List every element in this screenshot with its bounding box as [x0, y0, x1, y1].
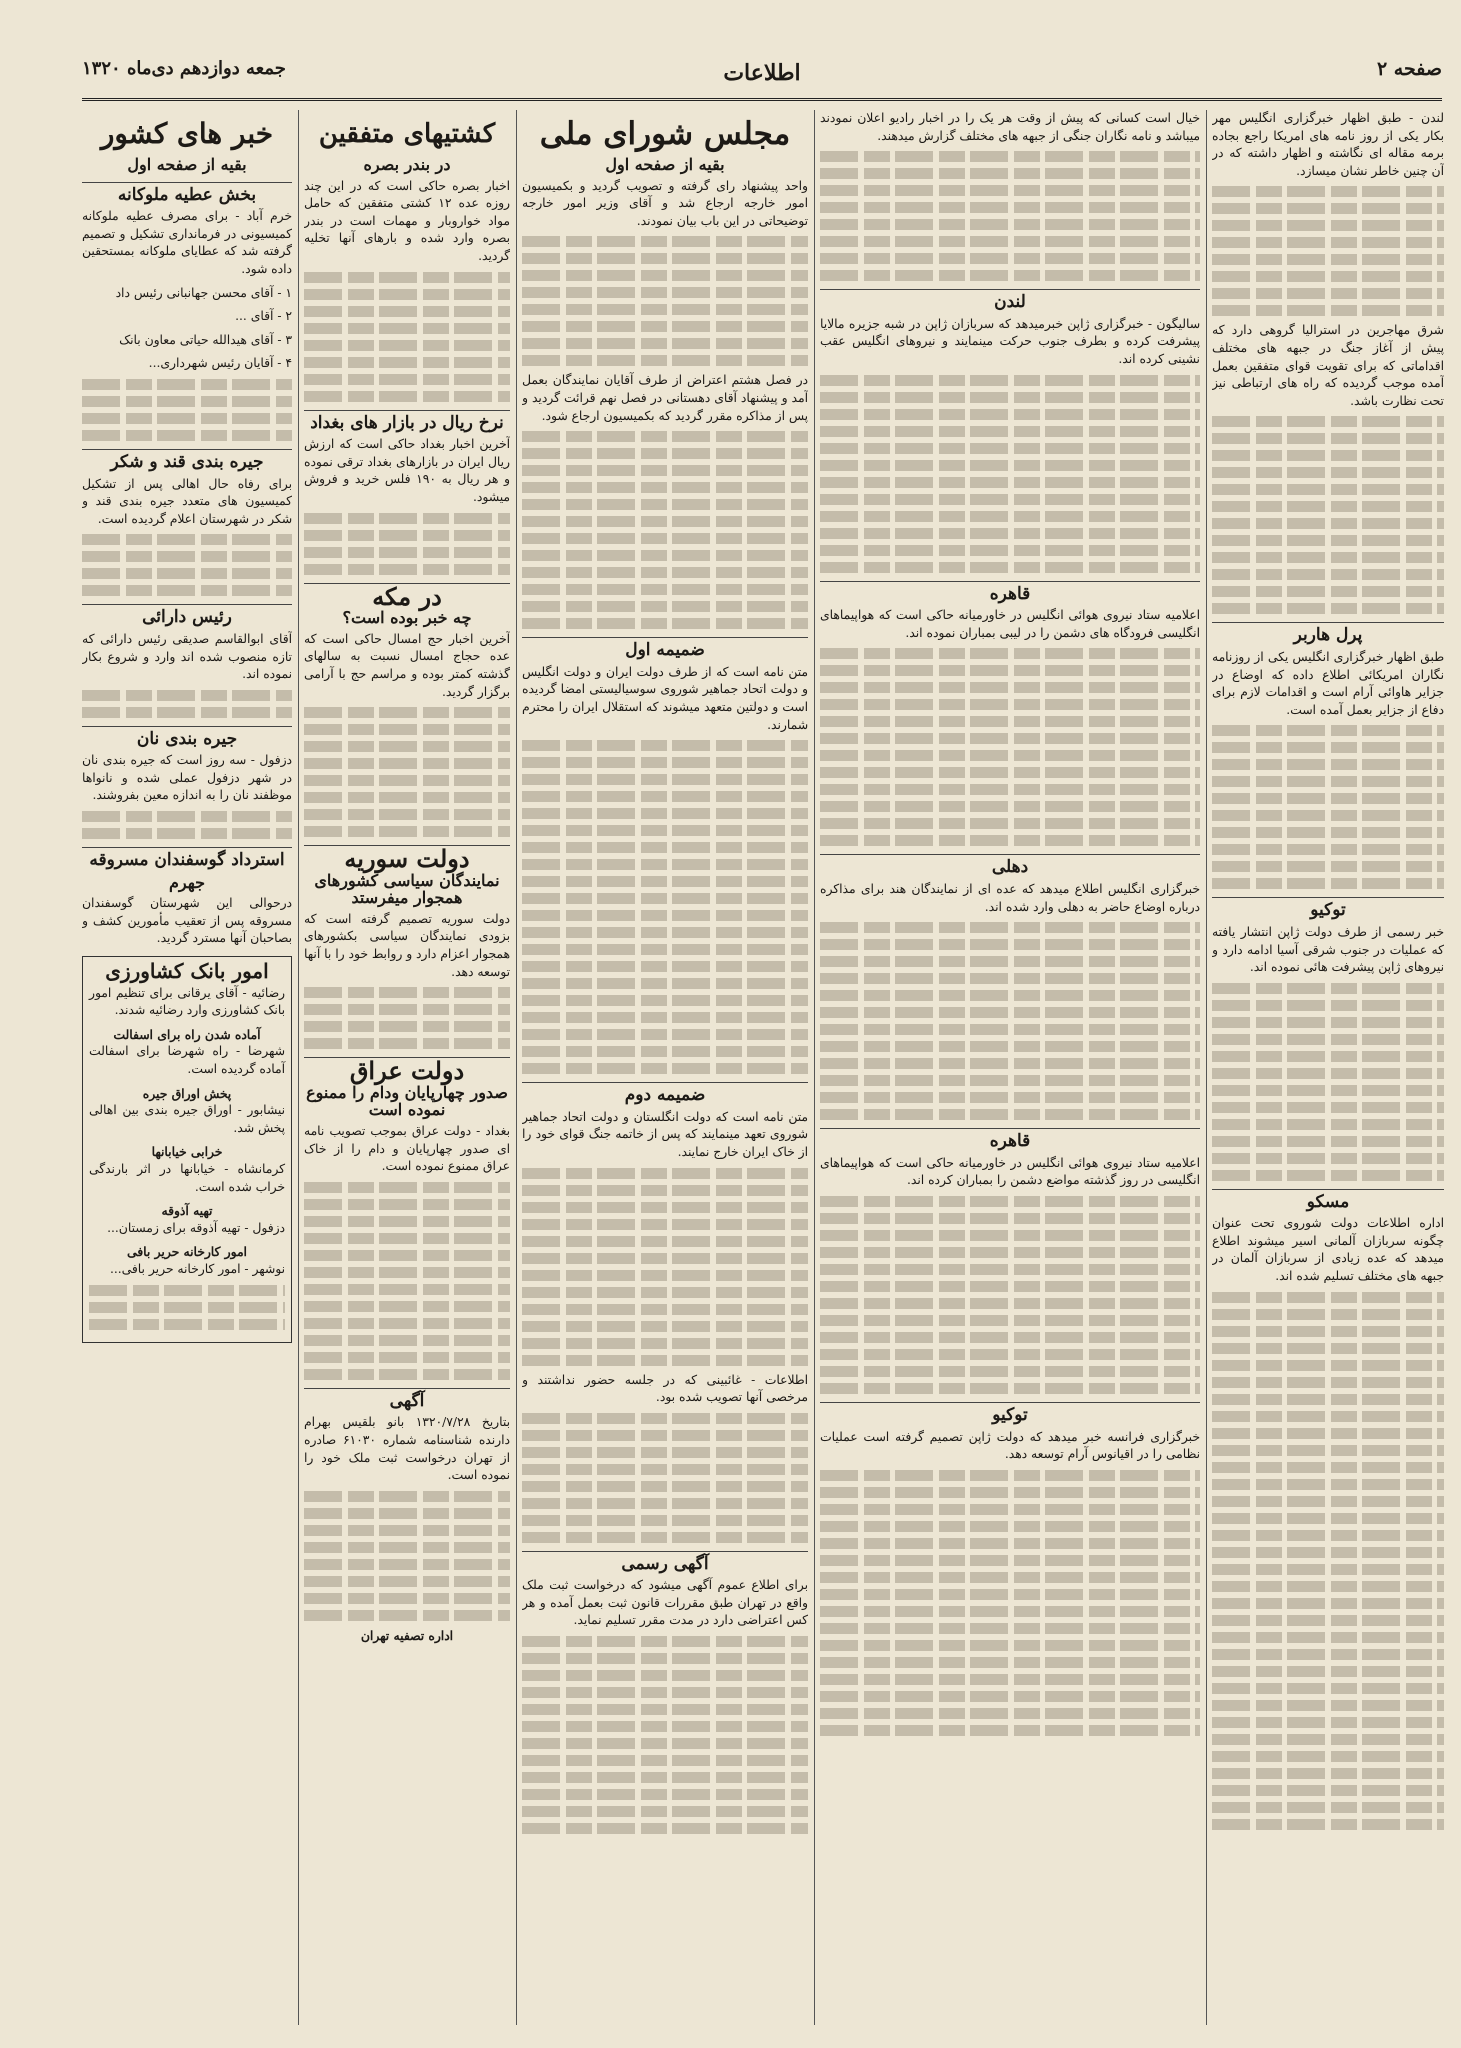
subheading-syria: دولت سوریه: [304, 845, 510, 868]
column-divider: [1206, 110, 1207, 2025]
box-subheading: پخش اوراق جیره: [142, 1085, 232, 1101]
column-divider: [814, 110, 815, 2025]
box-paragraph: نوشهر - امور کارخانه حریر بافی...: [109, 1261, 285, 1276]
article-paragraph: خرم آباد - برای مصرف عطیه ملوکانه کمیسیونی در فرمانداری تشکیل و تصمیم گرفته شد که عطایای ملوکانه بمستحقین داده شود.: [82, 209, 292, 276]
subheading-rial-rate: نرخ ریال در بازار های بغداد: [304, 410, 510, 433]
article-paragraph: آخرین اخبار بغداد حاکی است که ارزش ریال ایران در بازارهای بغداد ترقی نموده و هر ریال به ۱۹۰ فلس خرید و فروش میشود.: [304, 437, 510, 504]
article-paragraph: خبرگزاری فرانسه خبر میدهد که دولت ژاپن تصمیم گرفته است عملیات نظامی را در اقیانوس آرام توسعه دهد.: [820, 1429, 1200, 1462]
box-paragraph: شهرضا - راه شهرضا برای اسفالت آماده گردیده است.: [89, 1044, 285, 1076]
ad-title: آگهی: [304, 1388, 510, 1411]
subheading-syria-envoys: نمایندگان سیاسی کشورهای همجوار میفرستد: [314, 870, 500, 908]
subheading-official-notice: آگهی رسمی: [522, 1551, 808, 1574]
subheading-annex-1: ضمیمه اول: [522, 637, 808, 660]
column-parliament: [522, 110, 808, 2025]
dateline-cairo-2: قاهره: [820, 1128, 1200, 1151]
column-divider: [516, 110, 517, 2025]
subheading-finance-head: رئیس دارائی: [82, 604, 292, 627]
article-paragraph: لندن - طبق اظهار خبرگزاری انگلیس مهر بکار یکی از روز نامه های امریکا راجع بجاده برمه مقاله ای نگاشته و اظهار داشته که در آن چنین خاطر نشان میسازد.: [1212, 111, 1444, 178]
article-paragraph: برای رفاه حال اهالی پس از تشکیل کمیسیون های متعدد جیره بندی قند و شکر در شهرستان اعلام گردیده است.: [82, 476, 292, 526]
dateline-moscow: مسکو: [1212, 1189, 1444, 1212]
box-subheading: تهیه آذوقه: [161, 1203, 213, 1219]
article-paragraph: خبرگزاری انگلیس اطلاع میدهد که عده ای از نمایندگان هند برای مذاکره درباره اوضاع حاضر به دهلی وارد شده اند.: [820, 881, 1200, 914]
dateline-jahrom: جهرم: [169, 872, 205, 892]
article-paragraph: متن نامه است که از طرف دولت ایران و دولت انگلیس و دولت اتحاد جماهیر شوروی سوسیالیستی امضا گردیده است و دولتین متعهد میشوند که استقلال ایران را محترم شمارند.: [522, 664, 808, 732]
article-paragraph: سالیگون - خبرگزاری ژاپن خبرمیدهد که سربازان ژاپن در شبه جزیره مالایا پیشرفت کرده و بطرف جنوب حرکت مینمایند و نیروهای انگلیس عقب نشینی کرده اند.: [820, 316, 1200, 366]
dateline-pearl-harbor: پرل هاربر: [1212, 622, 1444, 645]
article-paragraph: آقای ابوالقاسم صدیقی رئیس دارائی که تازه منصوب شده اند وارد و شروع بکار نموده اند.: [82, 631, 292, 682]
article-paragraph: اعلامیه ستاد نیروی هوائی انگلیس در خاورمیانه حاکی است که هواپیماهای انگلیسی در روز گذشته مواضع دشمن را بمباران کرده اند.: [820, 1155, 1200, 1188]
subheading-iraq-livestock: صدور چهارپایان ودام را ممنوع نموده است: [306, 1082, 508, 1120]
column-allied-ships: [304, 110, 510, 2025]
dateline-cairo: قاهره: [820, 581, 1200, 604]
article-paragraph: دزفول - سه روز است که جیره بندی نان در شهر دزفول عملی شده و نانواها موظفند نان را به اندازه معین بفروشند.: [82, 753, 292, 803]
subheading-mecca: در مکه: [304, 583, 510, 606]
article-paragraph: اطلاعات - غائبینی که در جلسه حضور نداشتند و مرخصی آنها تصویب شده بود.: [522, 1372, 808, 1405]
subheading-iraq: دولت عراق: [304, 1057, 510, 1080]
subheading-royal-gift: بخش عطیه ملوکانه: [82, 182, 292, 205]
dateline-tokyo-2: توکیو: [820, 1402, 1200, 1425]
box-subheading: امور کارخانه حریر بافی: [127, 1244, 247, 1260]
subheading-stolen-sheep: استرداد گوسفندان مسروقه: [82, 847, 292, 870]
article-paragraph: شرق مهاجرین در استرالیا گروهی دارد که پیش از آغاز جنگ در جبهه های مختلف اقداماتی که برای تقویت قوای متفقین بعمل آمده موجب گردیده که راه های ارتباطی نیز تحت نظارت باشد.: [1212, 323, 1444, 408]
article-paragraph: درحوالی این شهرستان گوسفندان مسروقه پس از تعقیب مأمورین کشف و بصاحبان آنها مسترد گردید.: [82, 896, 292, 946]
article-paragraph: خیال است کسانی که پیش از وقت هر یک را در اخبار رادیو اعلان نمودند میباشد و نامه نگاران جنگی از جبهه های مختلف گزارش میدهند.: [820, 111, 1200, 143]
page-header: [82, 54, 1442, 104]
article-paragraph: واحد پیشنهاد رای گرفته و تصویب گردید و بکمیسیون امور خارجه ارجاع شد و آقای وزیر امور خارجه توضیحاتی در این باب بیان نمودند.: [522, 178, 808, 228]
ad-text: بتاریخ ۱۳۲۰/۷/۲۸ بانو بلقیس بهرام دارنده شناسنامه شماره ۶۱۰۳۰ صادره از تهران درخواست ثبت ملک خود را نموده است.: [304, 1415, 510, 1483]
column-war-news: [820, 110, 1200, 2025]
column-divider: [298, 110, 299, 2025]
headline-allied-ships: کشتیهای متفقین: [318, 119, 496, 149]
newspaper-title: اطلاعات: [723, 60, 801, 86]
article-paragraph: اعلامیه ستاد نیروی هوائی انگلیس در خاورمیانه حاکی است که هواپیماهای انگلیسی فرودگاه های دشمن را در لیبی بمباران نموده اند.: [820, 608, 1200, 640]
list-item: ۱ - آقای محسن جهانبانی رئیس داد: [115, 285, 292, 300]
column-world-news: [1212, 110, 1444, 2025]
article-paragraph: دولت سوریه تصمیم گرفته است که بزودی نمایندگان سیاسی بکشورهای همجوار اعزام دارد و روابط خود را با آنها توسعه دهد.: [304, 911, 510, 979]
box-paragraph: رضائیه - آقای یرقانی برای تنظیم امور بانک کشاورزی وارد رضائیه شدند.: [89, 985, 285, 1018]
article-paragraph: متن نامه است که دولت انگلستان و دولت اتحاد جماهیر شوروی تعهد مینمایند که پس از خاتمه جنگ قوای خود را از خاک ایران خارج نمایند.: [522, 1109, 808, 1159]
box-title: امور بانک کشاورزی: [105, 959, 269, 984]
article-paragraph: خبر رسمی از طرف دولت ژاپن انتشار یافته که عملیات در جنوب شرقی آسیا ادامه دارد و نیروهای ژاپن پیشرفت هائی نموده اند.: [1212, 924, 1444, 975]
headline-majlis: مجلس شورای ملی: [539, 116, 791, 152]
box-paragraph: نیشابور - اوراق جیره بندی بین اهالی پخش شد.: [89, 1103, 285, 1135]
box-subheading: آماده شدن راه برای اسفالت: [113, 1026, 261, 1042]
continued-label: بقیه از صفحه اول: [127, 155, 247, 174]
subheading-bread-rationing: جیره بندی نان: [82, 726, 292, 749]
article-paragraph: آخرین اخبار حج امسال حاکی است که عده حجاج امسال نسبت به سالهای گذشته کمتر بوده و مراسم حج با آرامی برگزار گردید.: [304, 631, 510, 699]
issue-date: جمعه دوازدهم دی‌ماه ۱۳۲۰: [82, 58, 286, 79]
box-subheading: خرابی خیابانها: [151, 1144, 223, 1160]
page-number: صفحه ۲: [1376, 58, 1442, 80]
list-item: ۲ - آقای ...: [235, 309, 292, 324]
article-paragraph: بغداد - دولت عراق بموجب تصویب نامه ای صدور چهارپایان و دام را از خاک عراق ممنوع نموده است.: [304, 1124, 510, 1174]
article-paragraph: در فصل هشتم اعتراض از طرف آقایان نمایندگان بعمل آمد و پیشنهاد آقای دهستانی در فصل نهم قرائت گردید و پس از مذاکره مقرر گردید که بکمیسیون ارجاع شود.: [522, 373, 808, 423]
article-paragraph: برای اطلاع عموم آگهی میشود که درخواست ثبت ملک واقع در تهران طبق مقررات قانون ثبت بعمل آمده و هر کس اعتراضی دارد در مدت مقرر تسلیم نماید.: [522, 1578, 808, 1628]
subheading-sugar-rationing: جیره بندی قند و شکر: [82, 449, 292, 472]
subheadline-basra: در بندر بصره: [363, 155, 451, 174]
headline-domestic-news: خبر های کشور: [100, 117, 274, 150]
list-item: ۴ - آقایان رئیس شهرداری...: [148, 356, 292, 371]
article-paragraph: اداره اطلاعات دولت شوروی تحت عنوان چگونه سربازان آلمانی اسیر میشوند اطلاع میدهد که عده زیادی از سربازان آلمان در جبهه های مختلف تسلیم شده اند.: [1212, 1216, 1444, 1284]
box-paragraph: دزفول - تهیه آذوقه برای زمستان...: [107, 1220, 285, 1235]
dateline-delhi: دهلی: [820, 854, 1200, 877]
box-paragraph: کرمانشاه - خیابانها در اثر بارندگی خراب شده است.: [89, 1161, 285, 1194]
column-domestic-news: [82, 110, 292, 2025]
continued-label: بقیه از صفحه اول: [605, 155, 725, 174]
list-item: ۳ - آقای هیدالله حیاتی معاون بانک: [119, 332, 292, 347]
subheading-mecca-question: چه خبر بوده است؟: [342, 608, 472, 628]
news-box: [82, 956, 292, 1343]
article-paragraph: طبق اظهار خبرگزاری انگلیس یکی از روزنامه نگاران امریکائی اطلاع داده که اوضاع در جزایر هاوائی آرام است و اقدامات لازم برای دفاع از جزایر بعمل آمده است.: [1212, 649, 1444, 717]
dateline-london: لندن: [820, 289, 1200, 312]
ad-footer: اداره تصفیه تهران: [360, 1627, 454, 1643]
dateline-tokyo: توکیو: [1212, 897, 1444, 920]
article-paragraph: اخبار بصره حاکی است که در این چند روزه عده ۱۲ کشتی متفقین که حامل مواد خواروبار و مهمات است در بندر بصره وارد شده و بارهای آنها تخلیه گردید.: [304, 178, 510, 263]
subheading-annex-2: ضمیمه دوم: [522, 1082, 808, 1105]
header-rule: [82, 98, 1442, 101]
